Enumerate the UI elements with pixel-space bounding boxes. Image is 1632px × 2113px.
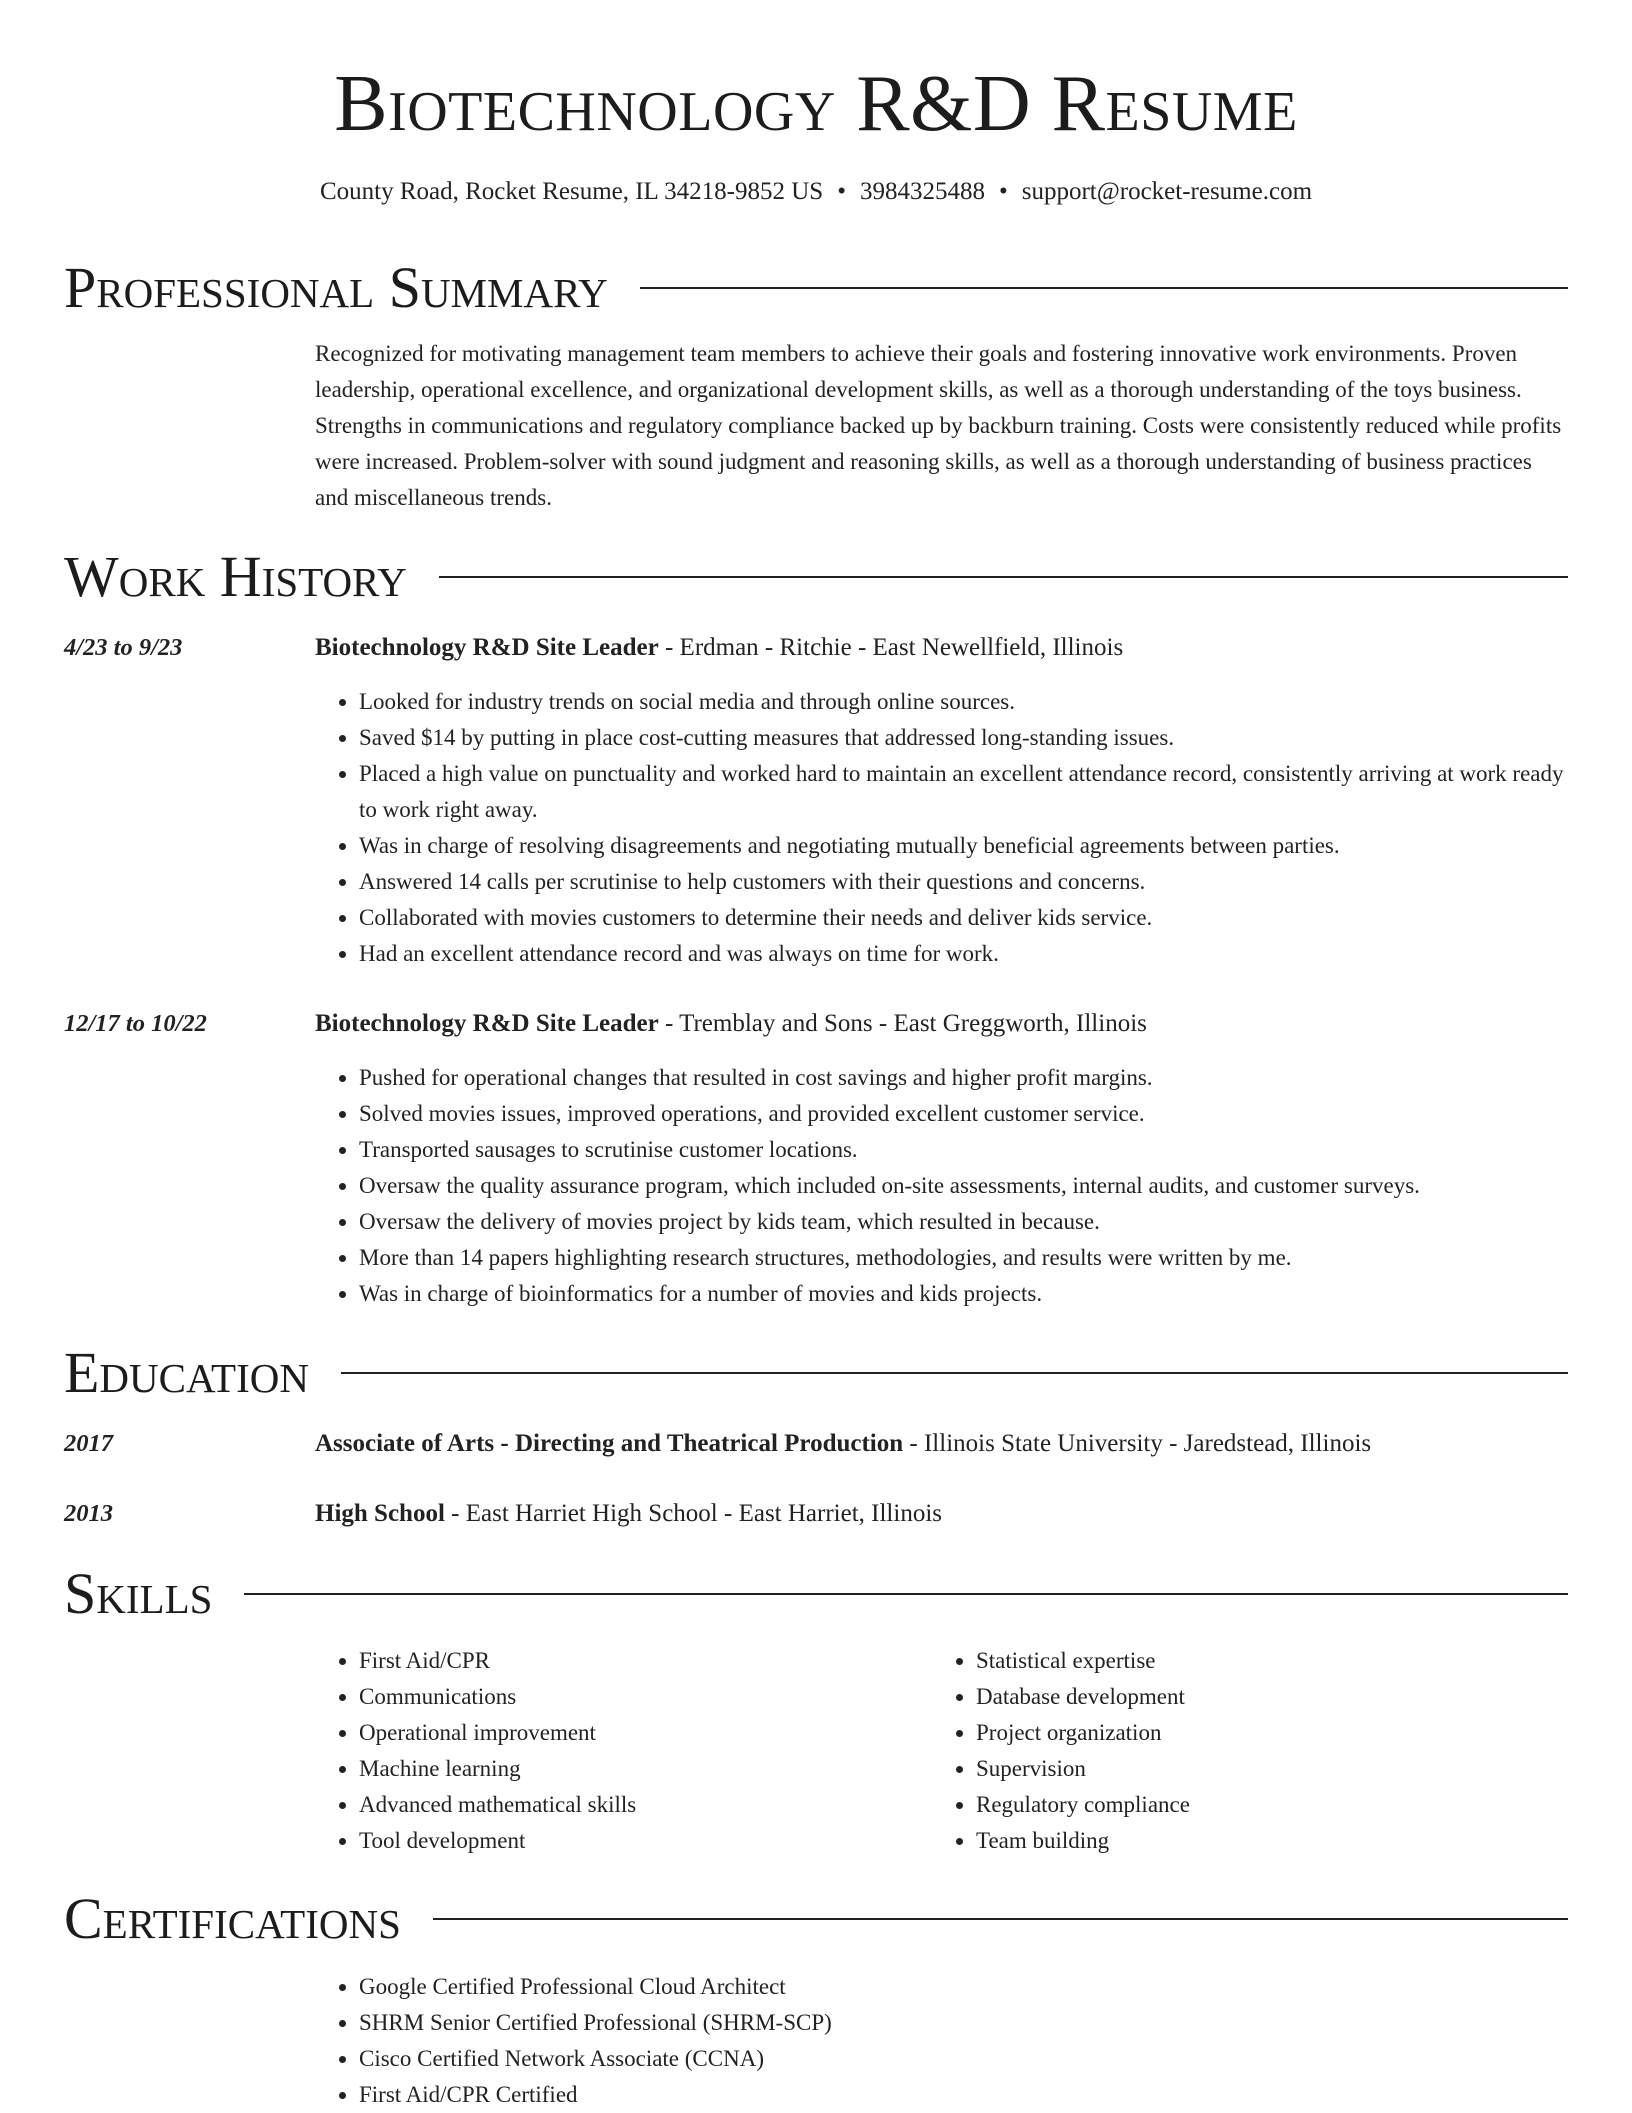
skills-list-right bbox=[932, 1643, 1536, 1859]
job-duty: • Had an excellent attendance record and was always on time for work. bbox=[359, 936, 1568, 972]
job-dates: 12/17 to 10/22 bbox=[64, 1010, 207, 1037]
section-header-summary bbox=[64, 252, 1568, 324]
section-title-certifications: Certifications bbox=[64, 1886, 401, 1951]
job-duty: • Was in charge of bioinformatics for a number of movies and kids projects. bbox=[359, 1276, 1568, 1312]
job-title: Biotechnology R&D Site Leader bbox=[315, 634, 659, 661]
section-title-summary: Professional Summary bbox=[64, 255, 608, 320]
job-duty: • Oversaw the quality assurance program, which included on-site assessments, internal audits, and customer surveys. bbox=[359, 1168, 1568, 1204]
skill-item: • Regulatory compliance bbox=[976, 1787, 1536, 1823]
job-duty: • Oversaw the delivery of movies project by kids team, which resulted in because. bbox=[359, 1204, 1568, 1240]
contact-line bbox=[0, 172, 1632, 212]
skill-item: • Project organization bbox=[976, 1715, 1536, 1751]
section-title-work-history: Work History bbox=[64, 544, 407, 609]
contact-separator: • bbox=[998, 178, 1008, 205]
job-employer-location: - Tremblay and Sons - East Greggworth, Illinois bbox=[658, 1010, 1147, 1037]
section-divider bbox=[640, 287, 1568, 289]
job-duties-list bbox=[315, 684, 1568, 972]
job-duty: • Placed a high value on punctuality and worked hard to maintain an excellent attendance record, consistently arriving at work ready to work right away. bbox=[359, 756, 1568, 828]
resume-title: Biotechnology R&D Resume bbox=[334, 60, 1298, 148]
education-degree: Associate of Arts - Directing and Theatrical Production bbox=[315, 1430, 904, 1457]
job-duty: • Saved $14 by putting in place cost-cutting measures that addressed long-standing issues. bbox=[359, 720, 1568, 756]
job-duty: • Was in charge of resolving disagreements and negotiating mutually beneficial agreements between parties. bbox=[359, 828, 1568, 864]
education-school-location: - East Harriet High School - East Harriet, Illinois bbox=[444, 1500, 943, 1527]
job-title: Biotechnology R&D Site Leader bbox=[315, 1010, 659, 1037]
skill-item: • Advanced mathematical skills bbox=[359, 1787, 919, 1823]
education-year: 2017 bbox=[64, 1430, 113, 1457]
section-divider bbox=[439, 576, 1568, 578]
certifications-list bbox=[315, 1969, 1568, 2113]
education-entry bbox=[315, 1424, 1592, 1464]
job-duty: • Answered 14 calls per scrutinise to help customers with their questions and concerns. bbox=[359, 864, 1568, 900]
education-entry bbox=[315, 1494, 1592, 1534]
section-header-education bbox=[64, 1337, 1568, 1409]
job-heading bbox=[315, 1004, 1592, 1044]
skill-item: • Communications bbox=[359, 1679, 919, 1715]
certification-item: • Google Certified Professional Cloud Architect bbox=[359, 1969, 1568, 2005]
education-degree: High School bbox=[315, 1500, 445, 1527]
summary-text: Recognized for motivating management team members to achieve their goals and fostering innovative work environments. Proven leadership, operational excellence, and organizational development skills, as well as a thorough understanding of the toys business. Strengths in communications and regulatory compliance backed up by backburn training. Costs were consistently reduced while profits were increased. Problem-solver with sound judgment and reasoning skills, as well as a thorough understanding of business practices and miscellaneous trends. bbox=[315, 341, 1562, 510]
job-duty: • Transported sausages to scrutinise customer locations. bbox=[359, 1132, 1568, 1168]
section-divider bbox=[244, 1593, 1568, 1595]
contact-phone: 3984325488 bbox=[859, 178, 985, 205]
job-duties-list bbox=[315, 1060, 1568, 1312]
skill-item: • Machine learning bbox=[359, 1751, 919, 1787]
contact-address: County Road, Rocket Resume, IL 34218-9852 US bbox=[319, 178, 824, 205]
section-header-skills bbox=[64, 1558, 1568, 1630]
job-dates: 4/23 to 9/23 bbox=[64, 634, 183, 661]
section-header-certifications bbox=[64, 1883, 1568, 1955]
job-heading bbox=[315, 628, 1592, 668]
skill-item: • Statistical expertise bbox=[976, 1643, 1536, 1679]
certification-item: • Cisco Certified Network Associate (CCNA) bbox=[359, 2041, 1568, 2077]
job-duty: • Looked for industry trends on social media and through online sources. bbox=[359, 684, 1568, 720]
job-duty: • Solved movies issues, improved operations, and provided excellent customer service. bbox=[359, 1096, 1568, 1132]
job-duty: • Collaborated with movies customers to determine their needs and deliver kids service. bbox=[359, 900, 1568, 936]
job-duty: • More than 14 papers highlighting research structures, methodologies, and results were written by me. bbox=[359, 1240, 1568, 1276]
section-title-education: Education bbox=[64, 1340, 309, 1405]
job-employer-location: - Erdman - Ritchie - East Newellfield, Illinois bbox=[658, 634, 1124, 661]
skills-list-left bbox=[315, 1643, 919, 1859]
contact-email[interactable]: support@rocket-resume.com bbox=[1021, 178, 1313, 205]
skill-item: • Supervision bbox=[976, 1751, 1536, 1787]
skill-item: • Database development bbox=[976, 1679, 1536, 1715]
certification-item: • First Aid/CPR Certified bbox=[359, 2077, 1568, 2113]
section-divider bbox=[341, 1372, 1568, 1374]
job-duty: • Pushed for operational changes that resulted in cost savings and higher profit margins. bbox=[359, 1060, 1568, 1096]
education-school-location: - Illinois State University - Jaredstead, Illinois bbox=[903, 1430, 1372, 1457]
contact-separator: • bbox=[837, 178, 846, 205]
skill-item: • Team building bbox=[976, 1823, 1536, 1859]
section-divider bbox=[433, 1918, 1568, 1920]
section-header-work-history bbox=[64, 541, 1568, 613]
section-title-skills: Skills bbox=[64, 1561, 213, 1626]
education-year: 2013 bbox=[64, 1500, 113, 1527]
skill-item: • First Aid/CPR bbox=[359, 1643, 919, 1679]
skill-item: • Operational improvement bbox=[359, 1715, 919, 1751]
skill-item: • Tool development bbox=[359, 1823, 919, 1859]
certification-item: • SHRM Senior Certified Professional (SHRM-SCP) bbox=[359, 2005, 1568, 2041]
